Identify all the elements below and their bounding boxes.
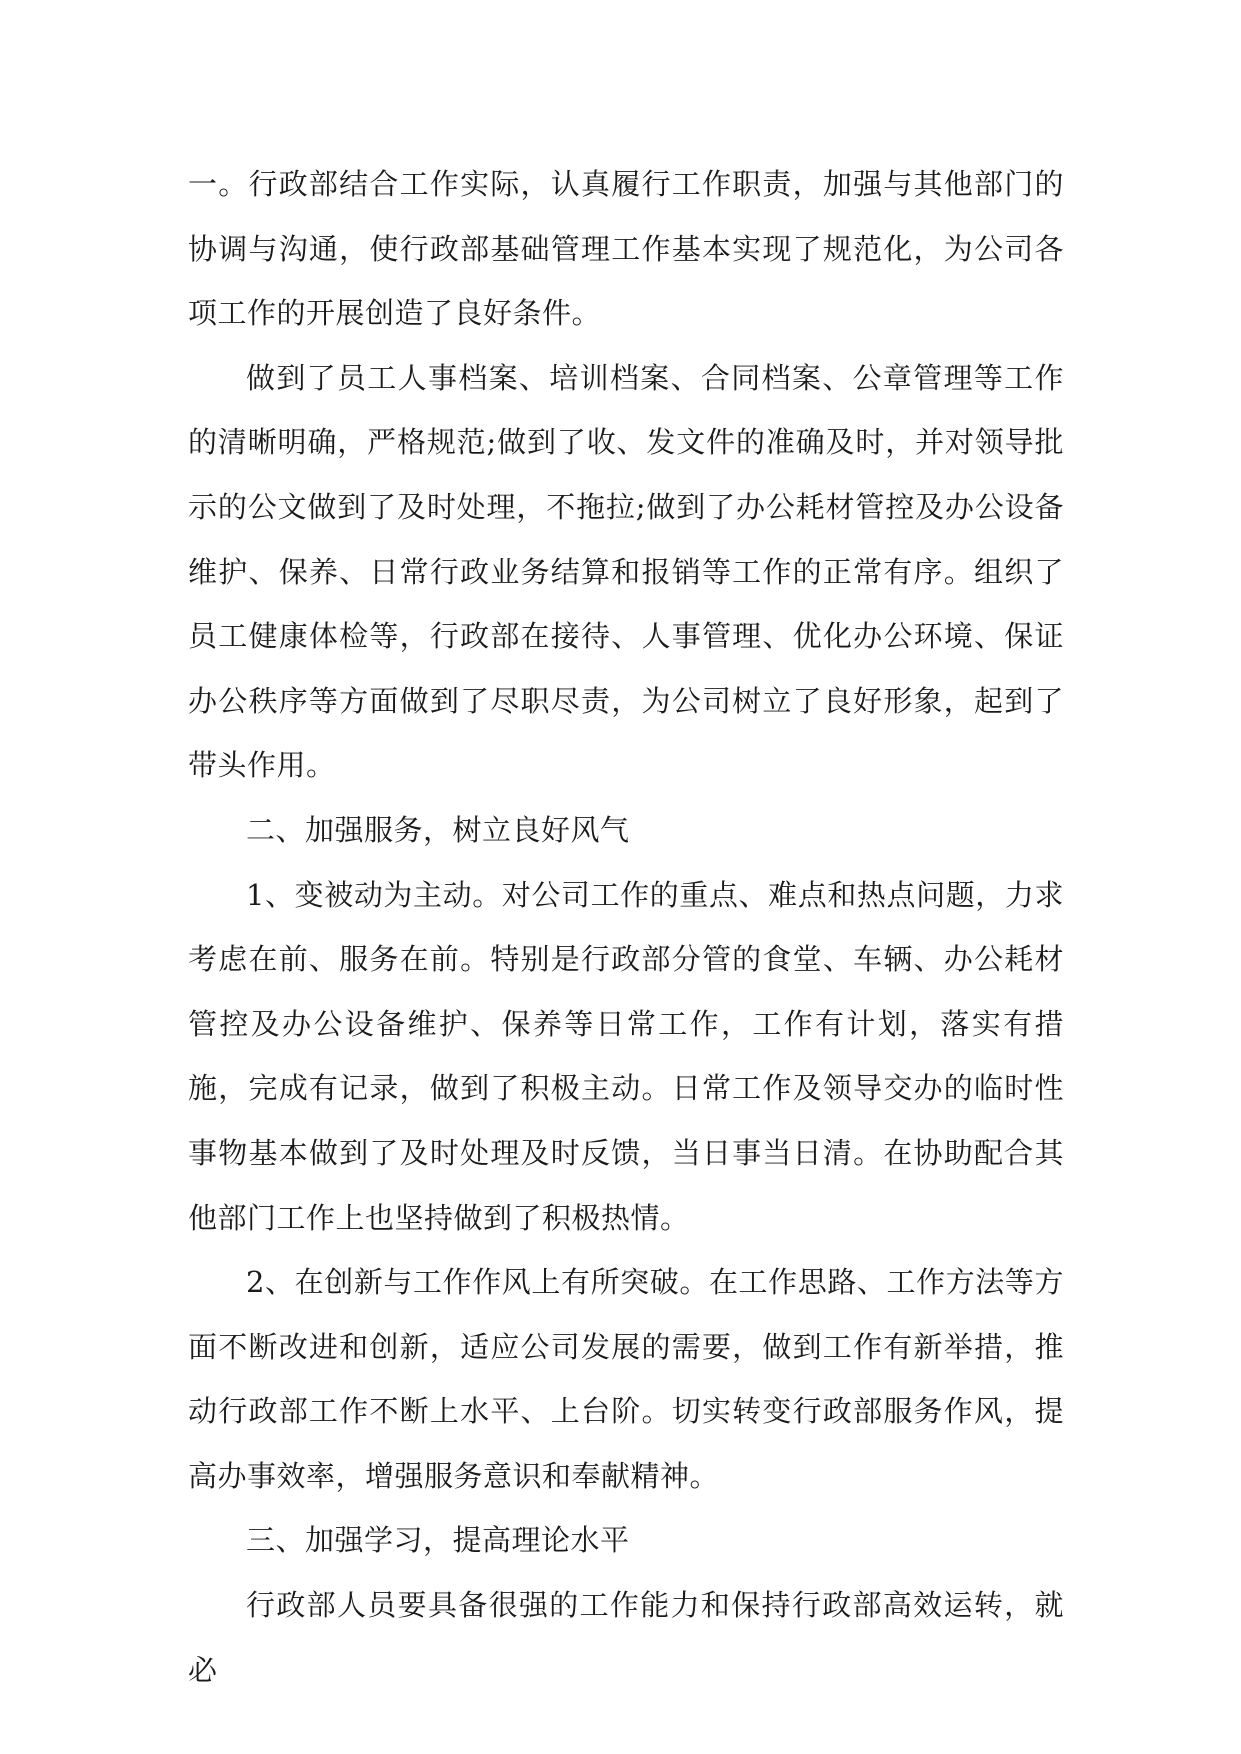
paragraph-proactive-service: 1、变被动为主动。对公司工作的重点、难点和热点问题，力求考虑在前、服务在前。特别是行政部分管的食堂、车辆、办公耗材管控及办公设备维护、保养等日常工作，工作有计划，落实有措施，完成有记录，做到了积极主动。日常工作及领导交办的临时性事物基本做到了及时处理及时反馈，当日事当日清。在协助配合其他部门工作上也坚持做到了积极热情。 (188, 877, 1064, 1235)
document-body (188, 152, 1064, 1702)
paragraph-innovation: 2、在创新与工作作风上有所突破。在工作思路、工作方法等方面不断改进和创新，适应公司发展的需要，做到工作有新举措，推动行政部工作不断上水平、上台阶。切实转变行政部服务作风，提高办事效率，增强服务意识和奉献精神。 (188, 1265, 1064, 1493)
paragraph-staff-ability: 行政部人员要具备很强的工作能力和保持行政部高效运转，就必 (188, 1588, 1064, 1687)
section-heading-service: 二、加强服务，树立良好风气 (246, 812, 630, 847)
paragraph-archive-management: 做到了员工人事档案、培训档案、合同档案、公章管理等工作的清晰明确，严格规范;做到了收、发文件的准确及时，并对领导批示的公文做到了及时处理，不拖拉;做到了办公耗材管控及办公设备维护、保养、日常行政业务结算和报销等工作的正常有序。组织了员工健康体检等，行政部在接待、人事管理、优化办公环境、保证办公秩序等方面做到了尽职尽责，为公司树立了良好形象，起到了带头作用。 (188, 360, 1064, 783)
paragraph-admin-summary: 一。行政部结合工作实际，认真履行工作职责，加强与其他部门的协调与沟通，使行政部基础管理工作基本实现了规范化，为公司各项工作的开展创造了良好条件。 (188, 167, 1064, 331)
section-heading-study: 三、加强学习，提高理论水平 (246, 1523, 630, 1558)
